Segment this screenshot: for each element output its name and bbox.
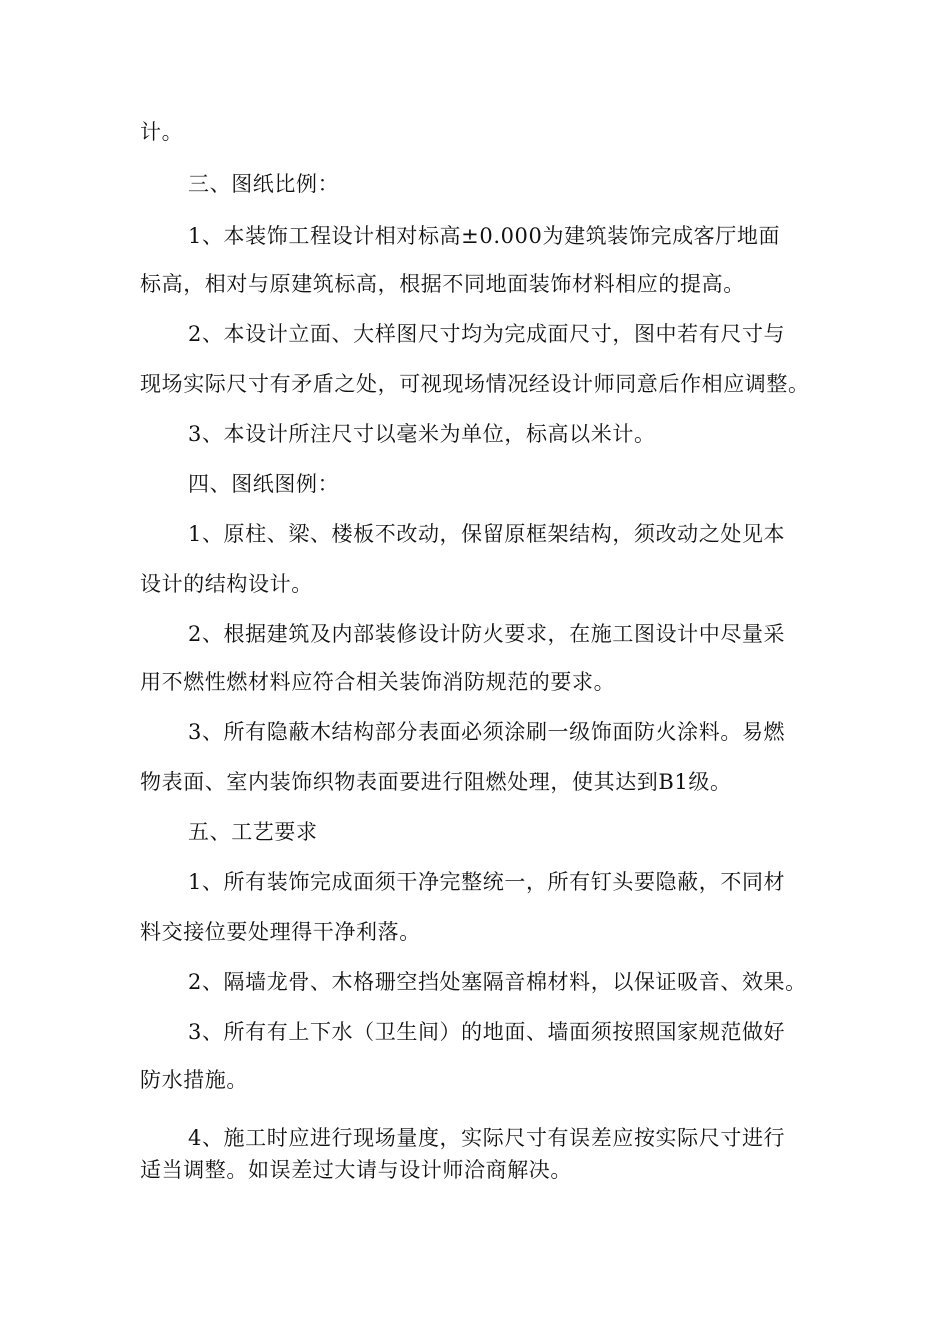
text-line: 防水措施。	[140, 1068, 248, 1092]
text-line: 标高，相对与原建筑标高，根据不同地面装饰材料相应的提高。	[140, 272, 745, 296]
text-line: 3、所有隐蔽木结构部分表面必须涂刷一级饰面防火涂料。易燃	[188, 720, 786, 744]
text-line: 用不燃性燃材料应符合相关装饰消防规范的要求。	[140, 670, 616, 694]
section-heading: 五、工艺要求	[188, 820, 318, 844]
section-heading: 三、图纸比例：	[188, 172, 340, 196]
text-line: 物表面、室内装饰织物表面要进行阻燃处理，使其达到B1级。	[140, 770, 732, 794]
section-heading: 四、图纸图例：	[188, 472, 340, 496]
text-line: 1、本装饰工程设计相对标高±0.000为建筑装饰完成客厅地面	[188, 224, 781, 248]
text-line: 料交接位要处理得干净利落。	[140, 920, 421, 944]
text-line: 2、根据建筑及内部装修设计防火要求，在施工图设计中尽量采	[188, 622, 786, 646]
text-line: 设计的结构设计。	[140, 572, 313, 596]
text-line: 现场实际尺寸有矛盾之处，可视现场情况经设计师同意后作相应调整。	[140, 372, 810, 396]
text-line: 3、本设计所注尺寸以毫米为单位，标高以米计。	[188, 422, 656, 446]
text-line: 2、隔墙龙骨、木格珊空挡处塞隔音棉材料，以保证吸音、效果。	[188, 970, 807, 994]
text-line: 计。	[140, 120, 184, 144]
text-line: 3、所有有上下水（卫生间）的地面、墙面须按照国家规范做好	[188, 1020, 786, 1044]
text-line: 1、所有装饰完成面须干净完整统一，所有钉头要隐蔽，不同材	[188, 870, 786, 894]
text-line: 2、本设计立面、大样图尺寸均为完成面尺寸，图中若有尺寸与	[188, 322, 786, 346]
text-line: 1、原柱、梁、楼板不改动，保留原框架结构，须改动之处见本	[188, 522, 786, 546]
text-line: 4、施工时应进行现场量度，实际尺寸有误差应按实际尺寸进行	[188, 1126, 786, 1150]
text-line: 适当调整。如误差过大请与设计师洽商解决。	[140, 1158, 572, 1182]
